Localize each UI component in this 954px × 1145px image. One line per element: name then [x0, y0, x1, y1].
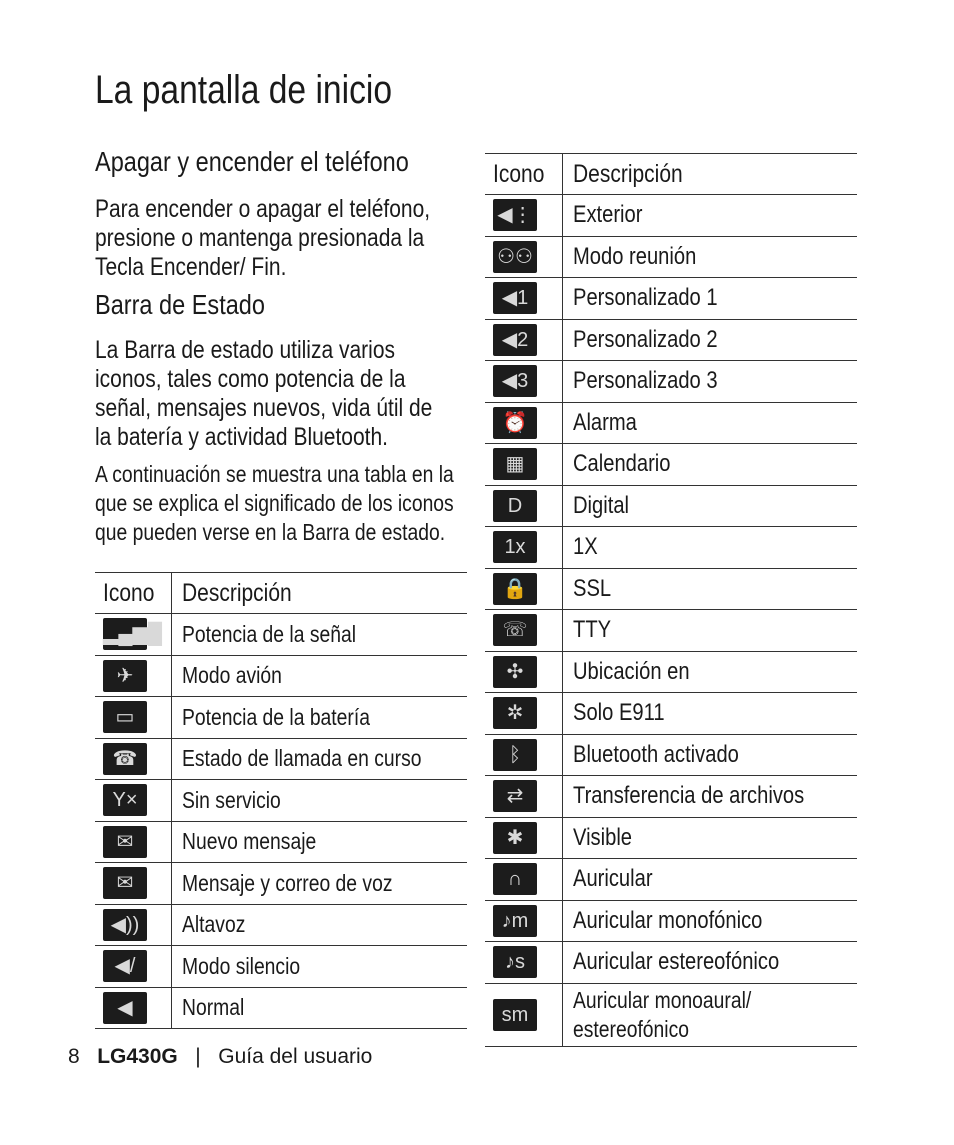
description-cell: [562, 361, 857, 403]
icon-cell: [485, 859, 562, 901]
table-row: [95, 904, 467, 946]
description-text: Normal: [181, 994, 245, 1021]
icon-cell: [485, 568, 562, 610]
battery-icon: ▭: [103, 701, 147, 733]
description-cell: [562, 776, 857, 818]
icon-cell: [485, 361, 562, 403]
description-text: SSL: [572, 574, 611, 602]
table-row: [95, 780, 467, 822]
description-cell: [562, 195, 857, 237]
table-row: [485, 942, 857, 984]
description-text: Transferencia de archivos: [572, 782, 804, 810]
table-row: [485, 402, 857, 444]
table-row: [485, 236, 857, 278]
description-cell: [562, 485, 857, 527]
description-text: Digital: [572, 491, 629, 519]
icon-cell: [485, 942, 562, 984]
table-row: [485, 776, 857, 818]
page-title-text: La pantalla de inicio: [95, 68, 393, 112]
description-text: Alarma: [572, 408, 637, 436]
description-text: 1X: [572, 533, 598, 561]
table-row: [485, 900, 857, 942]
silent-mode-icon: ◀/: [103, 950, 147, 982]
bluetooth-icon: ᛒ: [493, 739, 537, 771]
table-row: [95, 697, 467, 739]
description-text: Nuevo mensaje: [181, 828, 317, 855]
description-cell: [562, 942, 857, 984]
icon-cell: [485, 444, 562, 486]
description-text: Auricular monofónico: [572, 906, 762, 934]
description-cell: [171, 738, 467, 780]
alarm-icon: ⏰: [493, 407, 537, 439]
status-bar-paragraph: [95, 336, 497, 452]
table-row: [95, 655, 467, 697]
icon-cell: [95, 946, 171, 988]
header-text: Icono: [493, 159, 545, 188]
description-text: Auricular estereofónico: [572, 948, 779, 976]
icon-cell: [485, 195, 562, 237]
description-cell: [562, 278, 857, 320]
text-line: Tecla Encender/ Fin.: [95, 253, 287, 281]
location-on-icon: ✣: [493, 656, 537, 688]
icon-cell: [95, 697, 171, 739]
description-cell: [171, 946, 467, 988]
header-description: [562, 154, 857, 195]
description-text: Personalizado 1: [572, 284, 718, 312]
file-transfer-icon: ⇄: [493, 780, 537, 812]
header-description: [171, 573, 467, 614]
tty-icon: ☏: [493, 614, 537, 646]
icon-cell: [95, 655, 171, 697]
text-line: que se explica el significado de los iconos: [95, 490, 454, 516]
description-cell: [562, 900, 857, 942]
calendar-icon: ▦: [493, 448, 537, 480]
icon-cell: [485, 693, 562, 735]
description-cell: [562, 444, 857, 486]
custom-2-icon: ◀2: [493, 324, 537, 356]
normal-mode-icon: ◀: [103, 992, 147, 1024]
description-cell: [171, 655, 467, 697]
icon-cell: [485, 236, 562, 278]
description-text: Modo reunión: [572, 242, 696, 270]
description-cell: [171, 987, 467, 1029]
description-text: Estado de llamada en curso: [181, 745, 422, 772]
table-row: [485, 693, 857, 735]
description-line: Auricular monoaural/: [572, 986, 751, 1013]
e911-only-icon: ✲: [493, 697, 537, 729]
power-paragraph: [95, 195, 494, 282]
description-cell: [171, 697, 467, 739]
table-row: [485, 651, 857, 693]
icon-cell: [95, 863, 171, 905]
icon-cell: [95, 821, 171, 863]
custom-3-icon: ◀3: [493, 365, 537, 397]
text-line: que pueden verse en la Barra de estado.: [95, 519, 446, 545]
description-cell: [562, 527, 857, 569]
no-service-icon: Y×: [103, 784, 147, 816]
custom-1-icon: ◀1: [493, 282, 537, 314]
page-number: 8: [68, 1045, 80, 1068]
icon-cell: [95, 904, 171, 946]
icon-cell: [95, 614, 171, 656]
airplane-mode-icon: ✈: [103, 660, 147, 692]
table-header-row: [485, 154, 857, 195]
description-text: Exterior: [572, 201, 642, 229]
description-cell: [171, 780, 467, 822]
description-text: Potencia de la batería: [181, 703, 370, 730]
table-row: [485, 527, 857, 569]
description-text: Modo avión: [181, 662, 282, 689]
icon-cell: [485, 983, 562, 1046]
guide-title: Guía del usuario: [218, 1045, 373, 1068]
table-row: [485, 195, 857, 237]
icon-cell: [485, 402, 562, 444]
icon-cell: [485, 610, 562, 652]
description-cell: [562, 817, 857, 859]
description-text: Personalizado 3: [572, 367, 718, 395]
description-cell: [562, 610, 857, 652]
visible-icon: ✱: [493, 822, 537, 854]
icon-cell: [485, 817, 562, 859]
icon-cell: [485, 734, 562, 776]
table-row: [485, 485, 857, 527]
new-message-icon: ✉: [103, 826, 147, 858]
description-cell: [562, 236, 857, 278]
description-text: Personalizado 2: [572, 325, 718, 353]
table-row: [485, 319, 857, 361]
status-icons-table-left: [95, 572, 467, 1029]
icon-cell: [95, 780, 171, 822]
icon-cell: [95, 738, 171, 780]
speakerphone-icon: ◀)): [103, 909, 147, 941]
description-cell: [562, 319, 857, 361]
header-icon: [95, 573, 171, 614]
header-text: Descripción: [181, 578, 292, 607]
table-row: [485, 444, 857, 486]
table-row: [485, 610, 857, 652]
text-line: presione o mantenga presionada la: [95, 224, 425, 252]
description-text: Potencia de la señal: [181, 620, 356, 647]
description-text: Ubicación en: [572, 657, 690, 685]
icon-cell: [485, 776, 562, 818]
text-line: iconos, tales como potencia de la: [95, 365, 406, 393]
table-row: [485, 734, 857, 776]
text-line: Para encender o apagar el teléfono,: [95, 195, 431, 223]
digital-icon: D: [493, 490, 537, 522]
description-text: Calendario: [572, 450, 671, 478]
description-cell: [562, 651, 857, 693]
section-heading-status-bar: [95, 289, 297, 321]
icon-cell: [485, 319, 562, 361]
table-row: [95, 863, 467, 905]
table-header-row: [95, 573, 467, 614]
description-cell: [562, 568, 857, 610]
text-line: señal, mensajes nuevos, vida útil de: [95, 394, 433, 422]
description-cell: [171, 821, 467, 863]
description-text: Visible: [572, 823, 632, 851]
description-text: Modo silencio: [181, 952, 301, 979]
description-cell: [562, 983, 857, 1046]
text-line: la batería y actividad Bluetooth.: [95, 423, 389, 451]
table-row: [485, 859, 857, 901]
stereo-headset-icon: ♪s: [493, 946, 537, 978]
icon-cell: [485, 900, 562, 942]
table-row: [485, 361, 857, 403]
table-row: [485, 983, 857, 1046]
headset-icon: ∩: [493, 863, 537, 895]
mono-stereo-headset-icon: sm: [493, 999, 537, 1031]
model-name: LG430G: [97, 1045, 178, 1068]
description-cell: [562, 734, 857, 776]
description-cell: [562, 859, 857, 901]
outdoor-mode-icon: ◀⋮: [493, 199, 537, 231]
description-cell: [562, 402, 857, 444]
description-cell: [171, 863, 467, 905]
description-text: Auricular: [572, 865, 653, 893]
heading-text: Apagar y encender el teléfono: [95, 146, 409, 177]
description-text: Solo E911: [572, 699, 665, 727]
header-text: Descripción: [572, 159, 683, 188]
icon-cell: [485, 485, 562, 527]
description-text: Bluetooth activado: [572, 740, 739, 768]
table-row: [95, 946, 467, 988]
description-text: TTY: [572, 616, 611, 644]
description-text: Sin servicio: [181, 786, 281, 813]
table-intro-paragraph: [95, 460, 522, 547]
mono-headset-icon: ♪m: [493, 905, 537, 937]
description-cell: [171, 614, 467, 656]
header-text: Icono: [103, 578, 155, 607]
table-row: [485, 278, 857, 320]
table-row: [95, 987, 467, 1029]
section-heading-power: [95, 146, 469, 178]
message-voicemail-icon: ✉: [103, 867, 147, 899]
description-text: Altavoz: [181, 911, 246, 938]
page-title: [95, 68, 449, 113]
footer-separator: |: [195, 1045, 201, 1068]
page-footer: [68, 1045, 372, 1069]
icon-cell: [485, 527, 562, 569]
icon-cell: [95, 987, 171, 1029]
description-text: Mensaje y correo de voz: [181, 869, 393, 896]
meeting-mode-icon: ⚇⚇: [493, 241, 537, 273]
ssl-lock-icon: 🔒: [493, 573, 537, 605]
description-cell: [171, 904, 467, 946]
text-line: A continuación se muestra una tabla en la: [95, 461, 454, 487]
table-row: [95, 738, 467, 780]
description-line: estereofónico: [572, 1015, 689, 1042]
call-in-progress-icon: ☎: [103, 743, 147, 775]
heading-text: Barra de Estado: [95, 289, 265, 320]
signal-strength-icon: ▂▄▆█: [103, 618, 147, 650]
table-row: [485, 817, 857, 859]
text-line: La Barra de estado utiliza varios: [95, 336, 396, 364]
icon-cell: [485, 651, 562, 693]
table-row: [95, 614, 467, 656]
description-cell: [562, 693, 857, 735]
table-row: [485, 568, 857, 610]
status-icons-table-right: [485, 153, 857, 1047]
header-icon: [485, 154, 562, 195]
icon-cell: [485, 278, 562, 320]
table-row: [95, 821, 467, 863]
1x-icon: 1x: [493, 531, 537, 563]
